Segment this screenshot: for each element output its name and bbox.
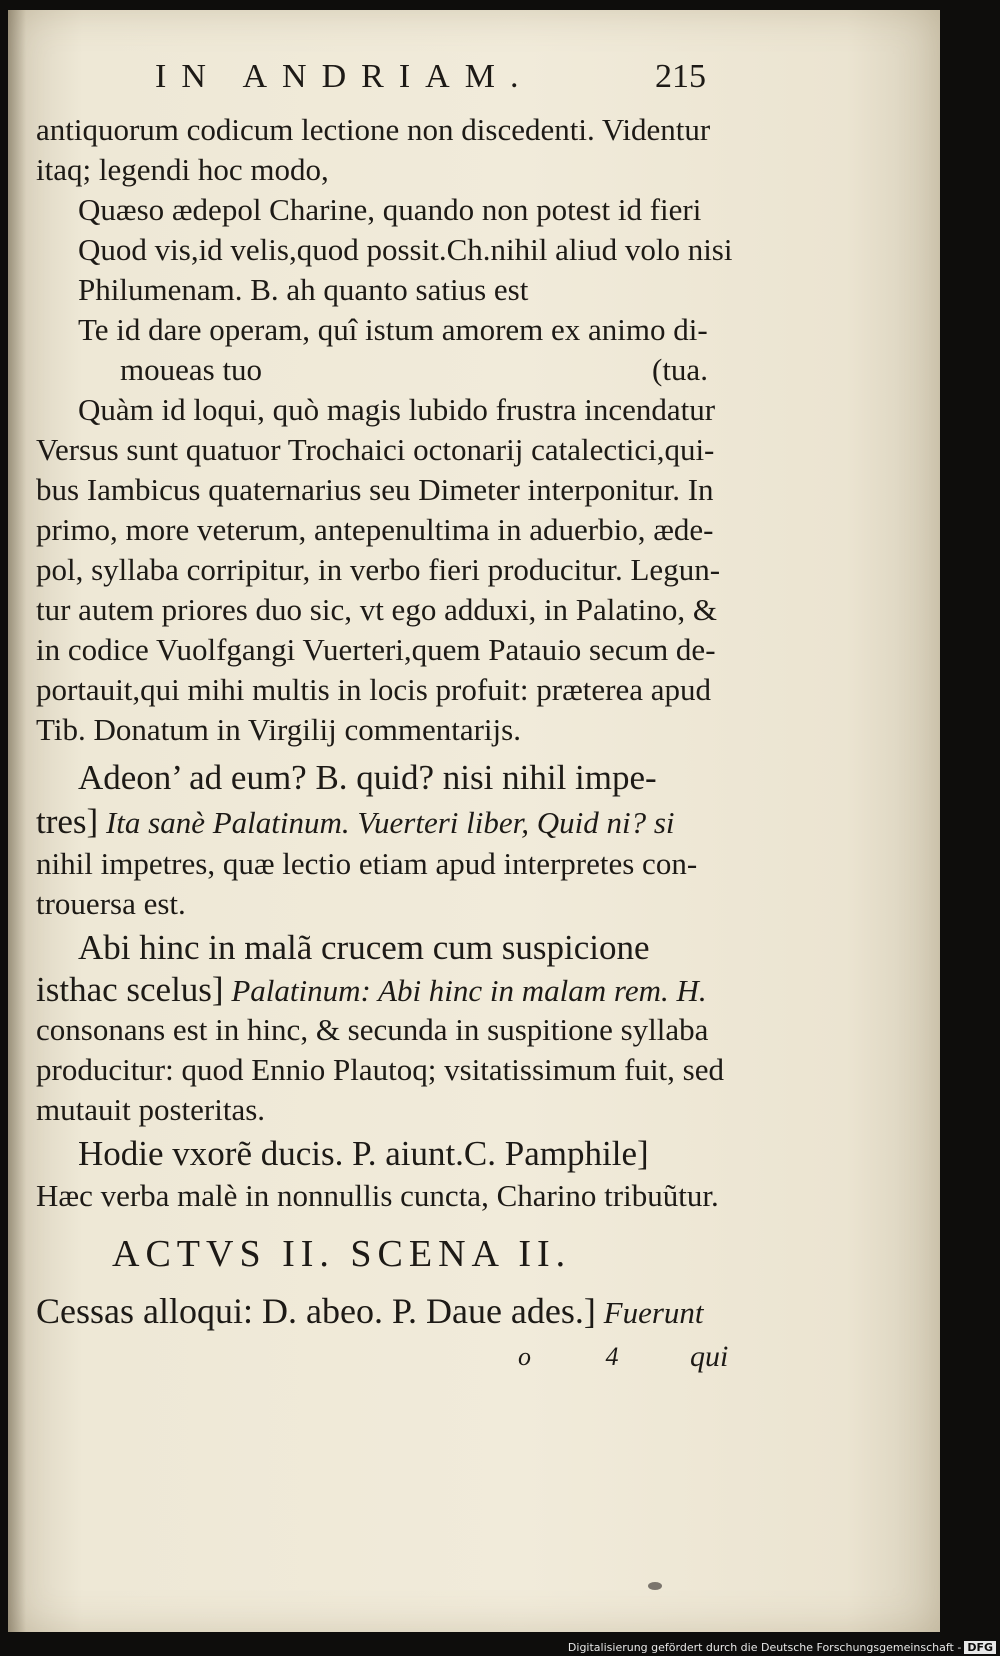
text-line: itaq; legendi hoc modo,	[36, 152, 329, 187]
page-number: 215	[655, 58, 706, 95]
text-line: producitur: quod Ennio Plautoq; vsitatissimum fuit, sed	[36, 1052, 724, 1087]
verse-line: Quæso ædepol Charine, quando non potest id fieri	[78, 192, 702, 227]
text-line: bus Iambicus quaternarius seu Dimeter interponitur. In	[36, 472, 714, 507]
text-line: trouersa est.	[36, 886, 186, 921]
credit-text: Digitalisierung gefördert durch die Deutsche Forschungsgemeinschaft -	[567, 1641, 962, 1654]
text-line: consonans est in hinc, & secunda in suspitione syllaba	[36, 1012, 709, 1047]
lemma-text: Abi hinc in malã crucem cum suspicione	[78, 928, 650, 967]
digitization-credit	[568, 1641, 996, 1654]
act-heading: ACTVS II. SCENA II.	[112, 1233, 572, 1275]
text-line	[36, 970, 707, 1010]
lemma-text: Hodie vxorẽ ducis. P. aiunt.C. Pamphile]	[78, 1134, 649, 1173]
lemma-line	[78, 758, 657, 798]
comment-text: Ita sanè Palatinum. Vuerteri liber, Quid ni? si	[105, 805, 675, 840]
text-line	[36, 802, 675, 842]
lemma-text: Adeon’ ad eum? B. quid? nisi nihil impe-	[78, 758, 657, 797]
comment-text: Palatinum: Abi hinc in malam rem. H.	[231, 973, 707, 1008]
lemma-line	[78, 1134, 649, 1174]
verse-line: Quod vis,id velis,quod possit.Ch.nihil aliud volo nisi	[78, 232, 733, 267]
catchword: qui	[690, 1340, 729, 1373]
text-line: nihil impetres, quæ lectio etiam apud interpretes con-	[36, 846, 698, 881]
running-title: IN ANDRIAM.	[155, 58, 534, 95]
comment-text: Fuerunt	[603, 1295, 704, 1330]
text-line: in codice Vuolfgangi Vuerteri,quem Patauio secum de-	[36, 632, 716, 667]
verse-line: Te id dare operam, quî istum amorem ex animo di-	[78, 312, 708, 347]
lemma-line	[78, 928, 650, 968]
text-line: mutauit posteritas.	[36, 1092, 266, 1127]
ink-blot	[648, 1582, 662, 1590]
signature-mark: o 4	[518, 1342, 653, 1371]
text-line: Tib. Donatum in Virgilij commentarijs.	[36, 712, 521, 747]
text-line: primo, more veterum, antepenultima in aduerbio, æde-	[36, 512, 714, 547]
dfg-logo: DFG	[964, 1641, 996, 1654]
text-line: pol, syllaba corripitur, in verbo fieri producitur. Legun-	[36, 552, 721, 587]
text-line: Versus sunt quatuor Trochaici octonarij catalectici,qui-	[36, 432, 715, 467]
verse-line: Philumenam. B. ah quanto satius est	[78, 272, 529, 307]
verse-line-turnover: (tua.	[652, 352, 708, 387]
lemma-text: tres]	[36, 802, 99, 841]
text-line: portauit,qui mihi multis in locis profuit: præterea apud	[36, 672, 712, 707]
lemma-text: Cessas alloqui: D. abeo. P. Daue ades.]	[36, 1291, 596, 1331]
text-line: tur autem priores duo sic, vt ego adduxi, in Palatino, &	[36, 592, 718, 627]
text-line: Hæc verba malè in nonnullis cuncta, Charino tribuũtur.	[36, 1178, 719, 1213]
text-line: antiquorum codicum lectione non discedenti. Videntur	[36, 112, 711, 147]
verse-line: moueas tuo	[120, 352, 263, 387]
lemma-line	[36, 1290, 704, 1332]
verse-line: Quàm id loqui, quò magis lubido frustra incendatur	[78, 392, 716, 427]
lemma-text: isthac scelus]	[36, 970, 224, 1009]
